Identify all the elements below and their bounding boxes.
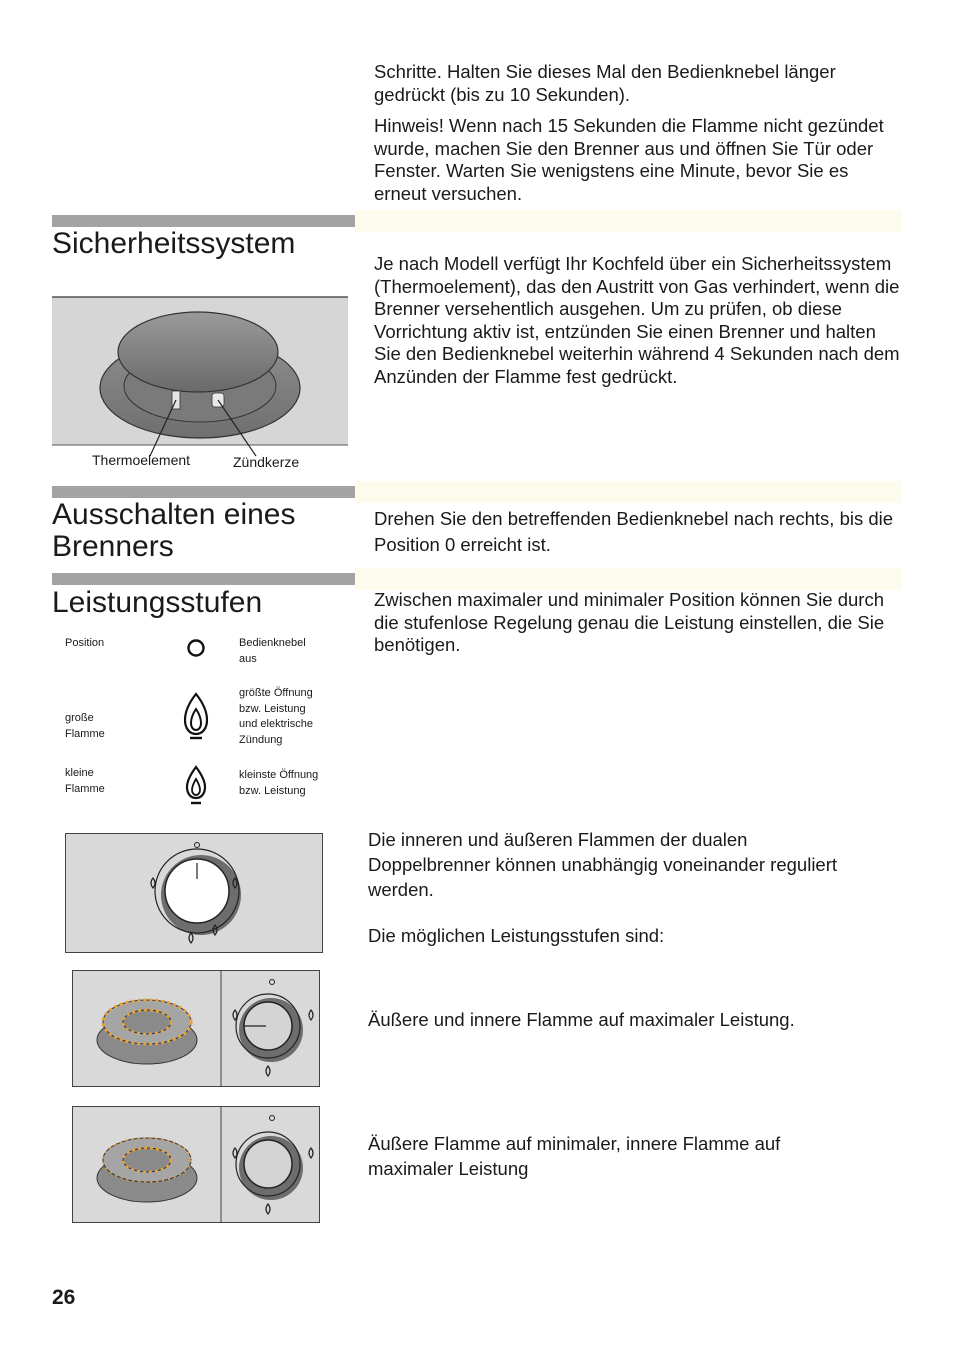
dual-knob-figure bbox=[65, 833, 323, 953]
label-thermoelement: Thermoelement bbox=[92, 452, 191, 468]
legend-row-off-desc: Bedienknebel aus bbox=[239, 637, 306, 665]
burner-cap bbox=[118, 312, 278, 392]
intro-paragraph-1: Schritte. Halten Sie dieses Mal den Bedienknebel länger gedrückt (bis zu 10 Sekunden). bbox=[374, 61, 836, 105]
burner-thermocouple-figure bbox=[52, 296, 349, 476]
safety-paragraph: Je nach Modell verfügt Ihr Kochfeld über ein Sicherheitssystem (Thermoelement), das den Austritt von Gas verhindert, wenn die Brenner versehentlich ausgehen. Um zu prüfen, ob diese Vorrichtung aktiv ist, entzünden Sie einen Brenner und halten Sie den Bedienknebel weiterhin während 4 Sekunden nach dem Anzünden der Flamme fest gedrückt. bbox=[374, 253, 900, 387]
dual-paragraph-1: Die inneren und äußeren Flammen der dualen Doppelbrenner können unabhängig voneinander reguliert werden. bbox=[368, 829, 838, 900]
dual-paragraph-2: Die möglichen Leistungsstufen sind: bbox=[368, 925, 665, 946]
section-tint-strip bbox=[355, 481, 901, 503]
label-zuendkerze: Zündkerze bbox=[233, 454, 300, 470]
burner-both-max-figure bbox=[72, 970, 322, 1088]
power-paragraph: Zwischen maximaler und minimaler Position können Sie durch die stufenlose Regelung genau die Leistung einstellen, die Sie benötigen. bbox=[374, 589, 885, 655]
dual-paragraph-3: Äußere und innere Flamme auf maximaler Leistung. bbox=[368, 1009, 795, 1030]
section-bar bbox=[52, 486, 355, 498]
legend-row-small-label: kleine Flamme bbox=[65, 767, 105, 795]
burner-outer-min-figure bbox=[72, 1106, 322, 1224]
legend-row-large-label: große Flamme bbox=[65, 712, 105, 740]
dual-paragraph-4: Äußere Flamme auf minimaler, innere Flamme auf maximaler Leistung bbox=[368, 1133, 781, 1179]
section-title-switch-off-line2: Brenners bbox=[52, 530, 174, 563]
section-bar bbox=[52, 573, 355, 585]
legend-header-position: Position bbox=[65, 637, 105, 649]
legend-row-small-desc: kleinste Öffnung bzw. Leistung bbox=[239, 769, 319, 797]
section-tint-strip bbox=[355, 568, 901, 590]
switch-off-paragraph: Drehen Sie den betreffenden Bedienknebel nach rechts, bis die Position 0 erreicht ist. bbox=[374, 508, 894, 555]
intro-paragraph-2: Hinweis! Wenn nach 15 Sekunden die Flamme nicht gezündet wurde, machen Sie den Brenner aus und öffnen Sie Tür oder Fenster. Warten Sie wenigstens eine Minute, bevor Sie es erneut versuchen. bbox=[374, 115, 884, 204]
legend-row-large-desc: größte Öffnung bzw. Leistung und elektrische Zündung bbox=[239, 687, 313, 746]
section-tint-strip bbox=[355, 210, 901, 232]
section-title-power: Leistungsstufen bbox=[52, 586, 263, 619]
section-title-switch-off-line1: Ausschalten eines bbox=[52, 498, 296, 531]
section-bar bbox=[52, 215, 355, 227]
off-circle-icon bbox=[185, 637, 207, 659]
large-flame-icon bbox=[181, 691, 211, 741]
small-flame-icon bbox=[183, 764, 209, 806]
section-title-safety: Sicherheitssystem bbox=[52, 227, 296, 260]
page-number: 26 bbox=[52, 1286, 76, 1309]
